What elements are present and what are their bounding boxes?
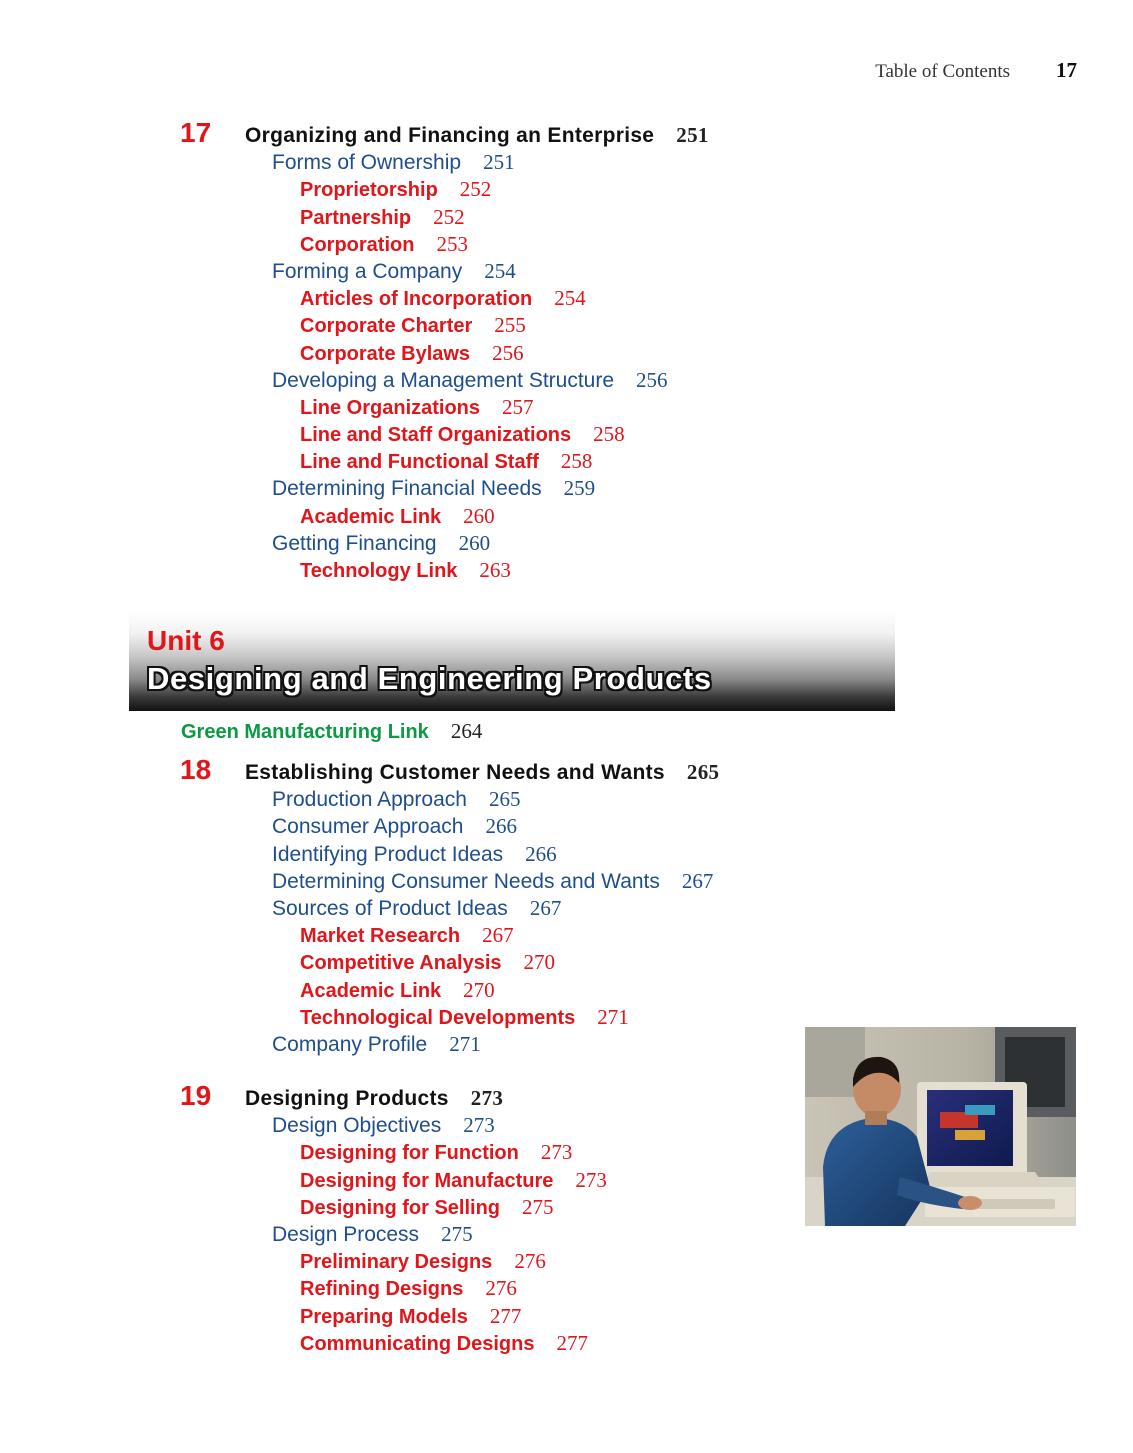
toc-entry-subsection[interactable] — [300, 503, 495, 531]
chapter-heading — [0, 117, 1133, 149]
unit-title: Designing and Engineering Products — [147, 661, 712, 696]
toc-label: Determining Financial Needs — [272, 477, 542, 501]
toc-entry-subsection[interactable] — [300, 1275, 517, 1303]
chapter-number: 18 — [180, 754, 212, 785]
chapter-title-link[interactable] — [245, 122, 709, 149]
toc-entry-subsection[interactable] — [300, 285, 586, 313]
toc-page: 265 — [488, 787, 521, 812]
toc-entry-section[interactable] — [272, 1112, 495, 1139]
engineer-at-computer-illustration — [805, 1027, 1076, 1226]
toc-label: Sources of Product Ideas — [272, 896, 508, 920]
toc-label: Identifying Product Ideas — [272, 842, 504, 866]
toc-label: Partnership — [300, 206, 412, 229]
toc-entry-subsection[interactable] — [300, 394, 534, 422]
toc-page: 271 — [597, 1004, 629, 1029]
toc-page: 256 — [636, 367, 668, 392]
toc-page: 258 — [593, 422, 625, 447]
toc-label: Technology Link — [300, 560, 458, 582]
toc-entry-subsection[interactable] — [300, 1004, 629, 1032]
toc-label: Technological Developments — [300, 1006, 576, 1029]
toc-label: Proprietorship — [300, 179, 438, 202]
toc-page: 276 — [514, 1249, 546, 1274]
toc-page: 277 — [556, 1330, 588, 1355]
chapter-title-link[interactable] — [245, 1085, 503, 1112]
toc-label: Design Objectives — [272, 1114, 442, 1138]
toc-label: Academic Link — [300, 979, 442, 1002]
toc-page: 254 — [484, 258, 516, 283]
toc-entry-subsection[interactable] — [300, 557, 511, 585]
toc-entry-subsection[interactable] — [300, 1303, 521, 1331]
toc-page: 257 — [502, 394, 534, 419]
toc-entry-section[interactable] — [272, 475, 595, 502]
toc-page: 252 — [433, 204, 465, 229]
toc-entry-subsection[interactable] — [300, 922, 514, 950]
toc-entry-section[interactable] — [272, 841, 557, 868]
toc-entry-subsection[interactable] — [300, 421, 625, 449]
toc-entry-section[interactable] — [272, 149, 515, 176]
toc-page: 251 — [483, 150, 515, 175]
toc-label: Designing for Selling — [300, 1196, 501, 1219]
toc-page: 267 — [529, 895, 562, 920]
toc-label: Design Process — [272, 1222, 420, 1246]
toc-label: Company Profile — [272, 1032, 428, 1056]
toc-page: 266 — [525, 841, 557, 866]
toc-page: 273 — [575, 1167, 607, 1192]
toc-page: 260 — [463, 503, 495, 528]
toc-entry-subsection[interactable] — [300, 1194, 554, 1222]
toc-page: 267 — [681, 868, 714, 893]
unit-label: Unit 6 — [147, 625, 225, 656]
toc-entry-subsection[interactable] — [300, 340, 524, 368]
toc-entry-subsection[interactable] — [300, 1248, 546, 1276]
toc-label: Consumer Approach — [272, 815, 464, 839]
unit-banner — [129, 611, 895, 711]
toc-entry-section[interactable] — [272, 258, 516, 285]
toc-label: Preliminary Designs — [300, 1251, 493, 1274]
engineer-photo — [805, 1027, 1076, 1226]
toc-page: 275 — [522, 1194, 554, 1219]
toc-label: Determining Consumer Needs and Wants — [272, 869, 660, 893]
toc-entry-section[interactable] — [272, 786, 520, 813]
running-head-title: Table of Contents — [875, 61, 1010, 82]
toc-entry-section[interactable] — [272, 367, 668, 394]
chapter-page: 265 — [686, 760, 720, 784]
toc-page: 260 — [458, 530, 491, 555]
toc-label: Line and Functional Staff — [300, 451, 539, 474]
toc-page: 270 — [523, 950, 556, 975]
toc-page: 264 — [450, 719, 483, 743]
toc-page: 267 — [482, 923, 514, 948]
toc-label: Corporation — [300, 233, 415, 256]
chapter-17-section — [0, 117, 1133, 584]
toc-label: Developing a Management Structure — [272, 368, 615, 392]
toc-label: Preparing Models — [300, 1305, 468, 1328]
page-number: 17 — [1056, 58, 1077, 82]
toc-label: Line Organizations — [300, 396, 481, 419]
chapter-title: Designing Products — [245, 1087, 449, 1110]
toc-entry-section[interactable] — [272, 868, 713, 895]
toc-page: 258 — [560, 449, 593, 474]
toc-entry-section[interactable] — [272, 1031, 481, 1058]
toc-entry-subsection[interactable] — [300, 312, 526, 340]
toc-label: Corporate Charter — [300, 315, 473, 338]
toc-entry-section[interactable] — [272, 813, 517, 840]
toc-label: Line and Staff Organizations — [300, 424, 572, 447]
toc-page: 252 — [459, 177, 492, 202]
toc-label: Refining Designs — [300, 1278, 464, 1301]
toc-page: 276 — [485, 1276, 517, 1301]
toc-entry-subsection[interactable] — [300, 204, 465, 232]
chapter-title: Establishing Customer Needs and Wants — [245, 761, 665, 784]
toc-page: 255 — [494, 313, 526, 338]
toc-page: 273 — [463, 1113, 495, 1138]
toc-label: Getting Financing — [272, 531, 437, 555]
toc-page: 259 — [563, 476, 596, 501]
toc-page: 275 — [441, 1221, 473, 1246]
toc-label: Articles of Incorporation — [300, 288, 533, 311]
chapter-page: 251 — [676, 123, 709, 147]
toc-page: 266 — [485, 814, 517, 839]
toc-label: Market Research — [300, 925, 461, 948]
toc-entry-section[interactable] — [272, 530, 490, 557]
toc-label: Designing for Manufacture — [300, 1169, 554, 1192]
toc-label: Designing for Function — [300, 1142, 519, 1165]
toc-label: Green Manufacturing Link — [181, 721, 429, 743]
toc-label: Corporate Bylaws — [300, 342, 471, 365]
toc-entry-subsection[interactable] — [300, 949, 555, 977]
toc-label: Academic Link — [300, 505, 442, 528]
toc-page: 271 — [449, 1031, 481, 1056]
chapter-18-section — [0, 754, 1133, 1058]
green-manufacturing-link[interactable] — [181, 718, 482, 746]
toc-label: Competitive Analysis — [300, 952, 502, 975]
toc-entry-section[interactable] — [272, 895, 561, 922]
toc-entry-subsection[interactable] — [300, 1330, 588, 1358]
toc-entry-subsection[interactable] — [300, 176, 491, 204]
toc-page: 256 — [492, 340, 524, 365]
chapter-heading — [0, 754, 1133, 786]
toc-page: 263 — [479, 558, 511, 582]
running-head — [875, 58, 1077, 83]
toc-label: Forms of Ownership — [272, 151, 462, 175]
chapter-page: 273 — [470, 1086, 504, 1110]
toc-label: Communicating Designs — [300, 1332, 535, 1355]
toc-label: Forming a Company — [272, 259, 463, 283]
chapter-number: 19 — [180, 1080, 212, 1111]
toc-entry-section[interactable] — [272, 1221, 473, 1248]
chapter-title-link[interactable] — [245, 759, 719, 786]
toc-entry-subsection[interactable] — [300, 231, 468, 259]
chapter-title: Organizing and Financing an Enterprise — [245, 124, 655, 147]
toc-page: 254 — [554, 286, 586, 311]
toc-label: Production Approach — [272, 788, 467, 812]
unit-link-section — [0, 718, 1133, 745]
toc-entry-subsection[interactable] — [300, 977, 495, 1005]
toc-page: 273 — [540, 1140, 573, 1165]
toc-entry-subsection[interactable] — [300, 448, 592, 476]
toc-entry-subsection[interactable] — [300, 1139, 572, 1167]
toc-page: 253 — [436, 231, 468, 256]
toc-page: 270 — [463, 977, 495, 1002]
chapter-number: 17 — [180, 117, 212, 148]
toc-entry-subsection[interactable] — [300, 1167, 607, 1195]
toc-page: 277 — [489, 1303, 522, 1328]
